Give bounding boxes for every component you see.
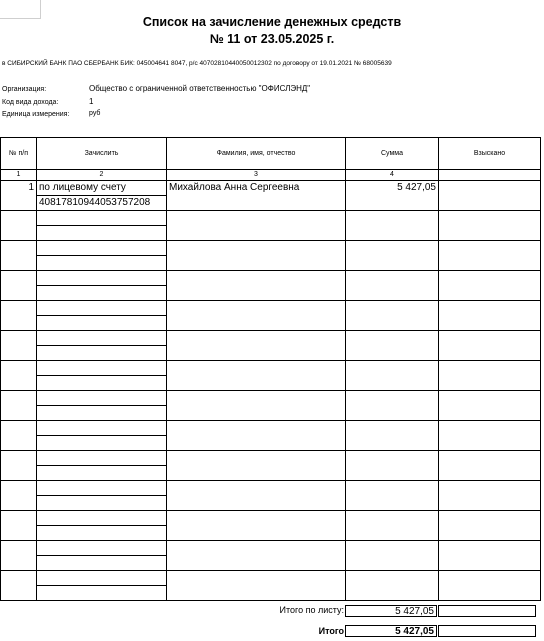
table-row — [1, 181, 541, 211]
table-row — [1, 391, 541, 421]
empty-cell — [167, 421, 346, 451]
empty-cell — [346, 301, 439, 331]
row-number: 1 — [1, 181, 37, 211]
table-row — [1, 451, 541, 481]
empty-cell — [167, 331, 346, 361]
empty-cell — [1, 511, 37, 541]
empty-cell — [439, 301, 541, 331]
grand-total-collected — [438, 625, 536, 637]
column-header-sum: Сумма — [346, 138, 439, 170]
column-number — [439, 170, 541, 181]
empty-cell — [37, 481, 167, 511]
empty-cell — [167, 541, 346, 571]
empty-cell — [1, 391, 37, 421]
empty-cell — [346, 361, 439, 391]
document-number: № 11 от 23.05.2025 г. — [209, 32, 335, 46]
empty-cell — [346, 571, 439, 601]
empty-cell — [1, 571, 37, 601]
column-number: 1 — [1, 170, 37, 181]
empty-cell — [439, 481, 541, 511]
empty-cell — [37, 271, 167, 301]
empty-cell — [167, 481, 346, 511]
empty-cell — [1, 451, 37, 481]
unit-value: руб — [89, 110, 101, 117]
table-header-row — [1, 138, 541, 170]
empty-cell — [439, 241, 541, 271]
empty-cell — [37, 451, 167, 481]
table-row — [1, 421, 541, 451]
table-row — [1, 271, 541, 301]
column-number: 4 — [346, 170, 439, 181]
column-number: 2 — [37, 170, 167, 181]
account-number: 40817810944053757208 — [39, 197, 151, 208]
empty-cell — [346, 541, 439, 571]
empty-cell — [167, 511, 346, 541]
table-row — [1, 571, 541, 601]
empty-cell — [37, 421, 167, 451]
empty-cell — [439, 571, 541, 601]
empty-cell — [37, 331, 167, 361]
payment-table — [0, 137, 541, 601]
grand-total-value: 5 427,05 — [345, 625, 437, 637]
empty-cell — [1, 421, 37, 451]
empty-cell — [346, 331, 439, 361]
empty-cell — [346, 211, 439, 241]
employee-name: Михайлова Анна Сергеевна — [167, 181, 346, 211]
empty-cell — [167, 301, 346, 331]
row-sum: 5 427,05 — [346, 181, 439, 211]
row-collected — [439, 181, 541, 211]
empty-cell — [1, 331, 37, 361]
empty-cell — [37, 241, 167, 271]
empty-cell — [167, 571, 346, 601]
empty-cell — [439, 421, 541, 451]
empty-cell — [439, 391, 541, 421]
empty-cell — [167, 361, 346, 391]
empty-cell — [346, 271, 439, 301]
empty-cell — [1, 241, 37, 271]
empty-cell — [439, 451, 541, 481]
column-header-number: № п/п — [1, 138, 37, 170]
table-row — [1, 241, 541, 271]
empty-cell — [37, 361, 167, 391]
column-number-row — [1, 170, 541, 181]
empty-cell — [1, 271, 37, 301]
empty-cell — [346, 451, 439, 481]
empty-cell — [439, 361, 541, 391]
empty-cell — [167, 241, 346, 271]
grand-total-label: Итого — [318, 626, 344, 636]
empty-cell — [346, 481, 439, 511]
empty-cell — [1, 541, 37, 571]
empty-cell — [37, 301, 167, 331]
organization-label: Организация: — [2, 86, 47, 93]
sheet-total-value: 5 427,05 — [345, 605, 437, 617]
empty-cell — [439, 271, 541, 301]
empty-cell — [37, 391, 167, 421]
table-row — [1, 211, 541, 241]
empty-cell — [346, 391, 439, 421]
account-label: по лицевому счету — [37, 181, 166, 196]
empty-cell — [346, 241, 439, 271]
column-header-credit: Зачислить — [37, 138, 167, 170]
empty-cell — [1, 211, 37, 241]
table-row — [1, 481, 541, 511]
document-title: Список на зачисление денежных средств — [142, 15, 402, 29]
column-number: 3 — [167, 170, 346, 181]
empty-cell — [37, 511, 167, 541]
empty-cell — [439, 511, 541, 541]
empty-cell — [37, 211, 167, 241]
empty-cell — [37, 541, 167, 571]
empty-cell — [167, 271, 346, 301]
empty-cell — [167, 391, 346, 421]
income-code-value: 1 — [89, 97, 94, 106]
empty-cell — [1, 301, 37, 331]
sheet-total-collected — [438, 605, 536, 617]
column-header-collected: Взыскано — [439, 138, 541, 170]
table-row — [1, 511, 541, 541]
empty-cell — [1, 361, 37, 391]
organization-value: Общество с ограниченной ответственностью "ОФИСЛЭНД" — [89, 84, 311, 93]
account-cell — [37, 181, 167, 211]
empty-cell — [439, 331, 541, 361]
table-row — [1, 301, 541, 331]
empty-cell — [346, 511, 439, 541]
empty-cell — [167, 451, 346, 481]
empty-cell — [167, 211, 346, 241]
empty-cell — [439, 541, 541, 571]
bank-details: в СИБИРСКИЙ БАНК ПАО СБЕРБАНК БИК: 045004641 8047, р/с 40702810440050012302 по договору от 19.01.2021 № 68005639 — [2, 60, 392, 67]
empty-cell — [1, 481, 37, 511]
unit-label: Единица измерения: — [2, 111, 70, 118]
table-row — [1, 541, 541, 571]
table-row — [1, 361, 541, 391]
empty-cell — [439, 211, 541, 241]
table-row — [1, 331, 541, 361]
sheet-total-label: Итого по листу: — [279, 605, 344, 615]
income-code-label: Код вида дохода: — [2, 99, 59, 106]
empty-cell — [346, 421, 439, 451]
column-header-fullname: Фамилия, имя, отчество — [167, 138, 346, 170]
empty-rows — [1, 211, 541, 601]
empty-cell — [37, 571, 167, 601]
